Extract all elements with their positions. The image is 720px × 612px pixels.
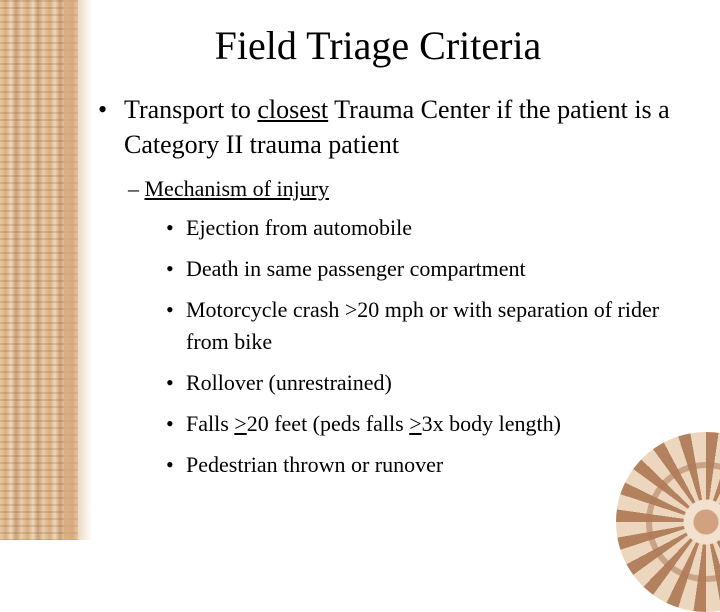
bullet-symbol: • — [166, 411, 174, 436]
main-bullet-text-2: Trauma Center if the patient is a Category II trauma patient — [124, 95, 670, 159]
list-item-text: Rollover (unrestrained) — [186, 370, 392, 395]
list-item-text: 20 feet (peds falls — [246, 411, 410, 436]
main-bullet — [98, 92, 694, 162]
main-bullet-emphasis: closest — [257, 95, 329, 124]
list-item-text: Falls — [186, 411, 235, 436]
bullet-symbol: • — [98, 95, 108, 124]
list-item-text: Motorcycle crash >20 mph or with separation of rider from bike — [186, 297, 660, 354]
sub-heading — [128, 175, 329, 203]
list-item — [166, 253, 696, 285]
list-item-text: Death in same passenger compartment — [186, 256, 526, 281]
list-item — [166, 294, 696, 358]
list-item-text: 3x body length) — [421, 411, 561, 436]
bullet-symbol: • — [166, 370, 174, 395]
list-item — [166, 367, 696, 399]
bullet-symbol: • — [166, 256, 174, 281]
slide-title: Field Triage Criteria — [214, 23, 542, 68]
list-item-text: Pedestrian thrown or runover — [186, 452, 444, 477]
bullet-symbol: • — [166, 215, 174, 240]
dash-symbol: – — [128, 176, 139, 201]
sub-heading-text: Mechanism of injury — [144, 176, 330, 201]
underlined-symbol: > — [234, 411, 247, 436]
bullet-symbol: • — [166, 452, 174, 477]
decorative-border — [0, 0, 78, 540]
list-item — [166, 212, 696, 244]
list-item — [166, 449, 696, 481]
underlined-symbol: > — [409, 411, 422, 436]
main-bullet-text-1: Transport to — [124, 95, 258, 124]
list-item — [166, 408, 696, 440]
bullet-symbol: • — [166, 297, 174, 322]
list-item-text: Ejection from automobile — [186, 215, 413, 240]
